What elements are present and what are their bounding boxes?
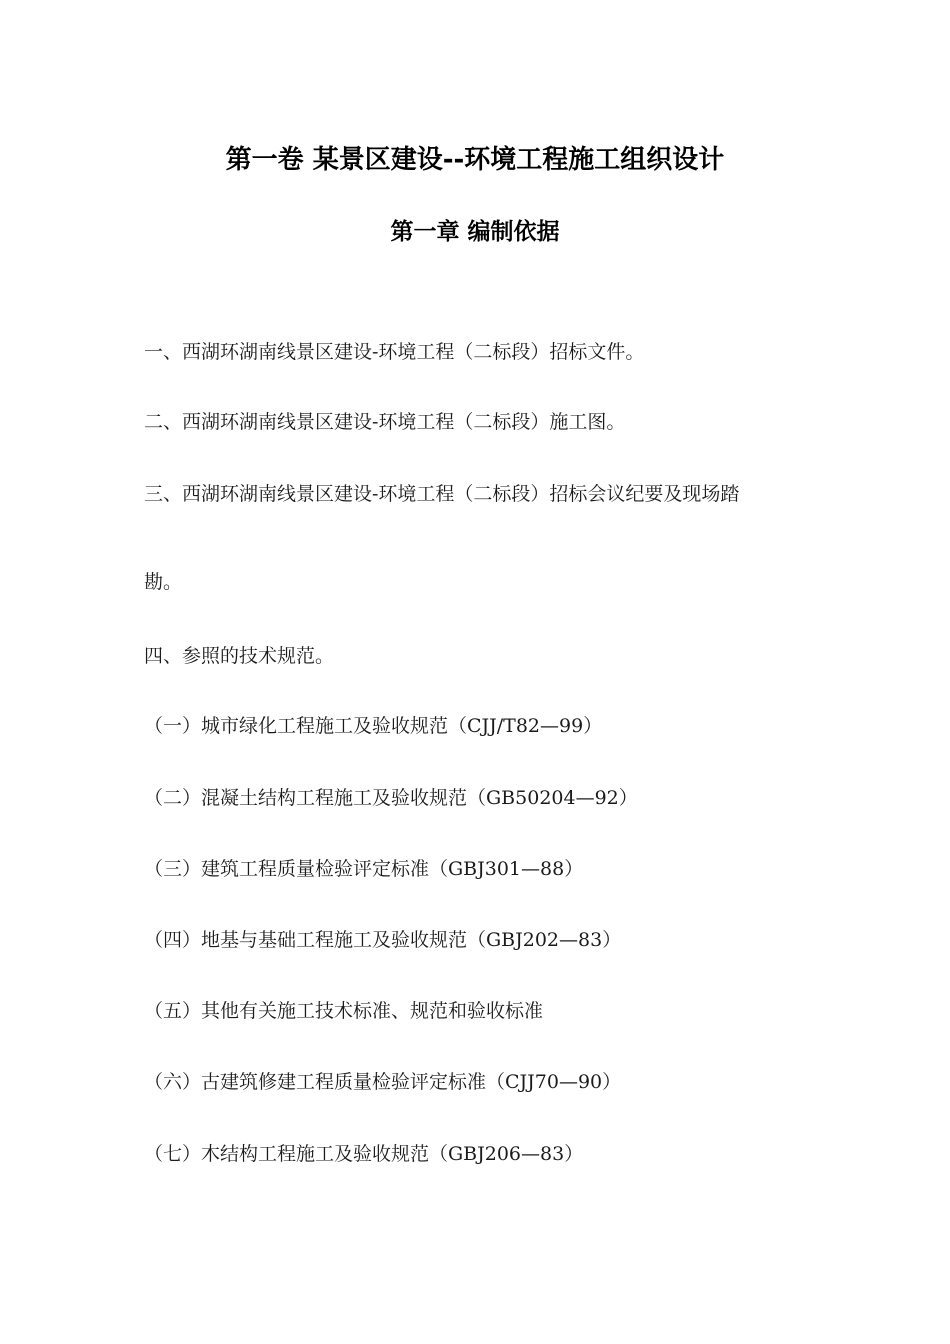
standard-item-6: （六）古建筑修建工程质量检验评定标准（CJJ70—90） [144,1071,622,1093]
standard-item-2: （二）混凝土结构工程施工及验收规范（GB50204—92） [144,787,638,809]
standard-item-4: （四）地基与基础工程施工及验收规范（GBJ202—83） [144,929,622,951]
basis-item-4: 四、参照的技术规范。 [144,645,335,667]
basis-item-3: 三、西湖环湖南线景区建设-环境工程（二标段）招标会议纪要及现场踏 [144,483,740,505]
standard-item-5: （五）其他有关施工技术标准、规范和验收标准 [144,1000,544,1022]
basis-item-3-continued: 勘。 [144,571,183,593]
basis-item-1: 一、西湖环湖南线景区建设-环境工程（二标段）招标文件。 [144,341,645,363]
basis-item-2: 二、西湖环湖南线景区建设-环境工程（二标段）施工图。 [144,411,626,433]
standard-item-3: （三）建筑工程质量检验评定标准（GBJ301—88） [144,858,584,880]
volume-title: 第一卷 某景区建设--环境工程施工组织设计 [225,145,725,175]
chapter-title: 第一章 编制依据 [390,219,560,245]
standard-item-1: （一）城市绿化工程施工及验收规范（CJJ/T82—99） [144,715,603,737]
standard-item-7: （七）木结构工程施工及验收规范（GBJ206—83） [144,1143,584,1165]
